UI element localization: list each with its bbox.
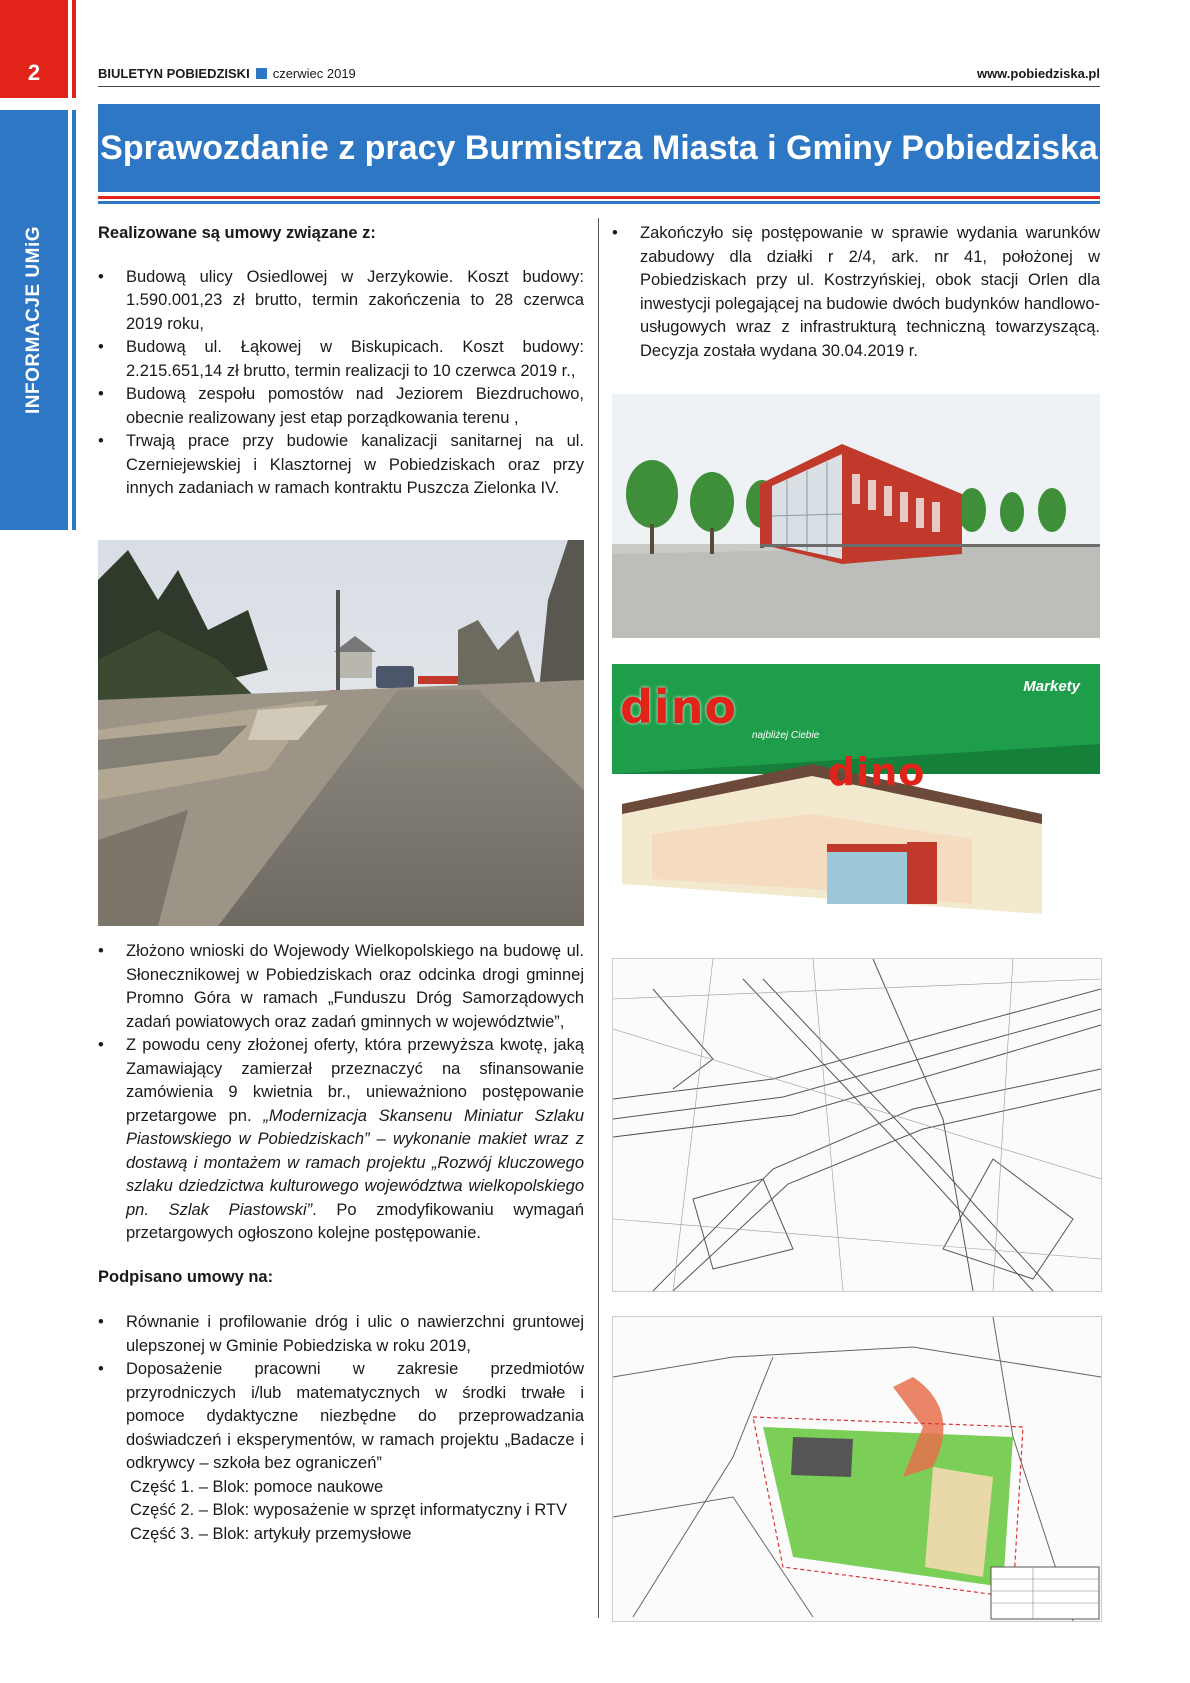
site-plan-drawing	[612, 1316, 1102, 1622]
issue-date: czerwiec 2019	[272, 66, 356, 81]
website-link[interactable]: www.pobiedziska.pl	[976, 66, 1100, 81]
dino-tagline: najbliżej Ciebie	[752, 730, 820, 741]
list-item: • Z powodu ceny złożonej oferty, która przewyższa kwotę, jaką Zamawiający zamierzał przeznaczyć na sfinansowanie zamówienia 9 kwietnia br., unieważniono postępowanie przetargowe pn. „Modernizacja Skansenu Miniatur Szlaku Piastowskiego w Pobiedziskach” – wykonanie makiet wraz z dostawą i montażem w ramach projektu „Rozwój kluczowego szlaku dziedzictwa kulturowego województwa wielkopolskiego pn. Szlak Piastowski”. Po zmodyfikowaniu wymagań przetargowych ogłoszono kolejne postępowanie.	[98, 1034, 584, 1246]
left-column-bottom	[98, 940, 584, 1546]
commercial-building-render	[612, 394, 1100, 638]
list-item: • Budową ulicy Osiedlowej w Jerzykowie. Koszt budowy: 1.590.001,23 zł brutto, termin zakończenia to 28 czerwca 2019 roku,	[98, 266, 584, 337]
accent-line	[72, 110, 76, 530]
dino-market-image	[612, 664, 1100, 930]
header-rule	[98, 86, 1100, 87]
list-item: • Doposażenie pracowni w zakresie przedmiotów przyrodniczych i/lub matematycznych w środki trwałe i pomoce dydaktyczne niezbędne do przeprowadzania doświadczeń i eksperymentów, w ramach projektu „Badacze i odkrywcy – szkoła bez ograniczeń”	[98, 1358, 584, 1476]
title-underline-blue	[98, 201, 1100, 204]
survey-map-plan	[612, 958, 1102, 1292]
list-item: • Złożono wnioski do Wojewody Wielkopolskiego na budowę ul. Słonecznikowej w Pobiedziskach oraz odcinka drogi gminnej Promno Góra w ramach „Funduszu Dróg Samorządowych zadań powiatowych oraz zadań gminnych w województwie”,	[98, 940, 584, 1034]
left-column-top	[98, 222, 584, 501]
column-divider	[598, 218, 599, 1618]
list-item: • Trwają prace przy budowie kanalizacji sanitarnej na ul. Czerniejewskiej i Klasztornej w Pobiedziskach oraz przy innych zadaniach w ramach kontraktu Puszcza Zielonka IV.	[98, 430, 584, 501]
list-item: • Budową ul. Łąkowej w Biskupicach. Koszt budowy: 2.215.651,14 zł brutto, termin realizacji to 10 czerwca 2019 r.,	[98, 336, 584, 383]
part-item: Część 2. – Blok: wyposażenie w sprzęt informatyczny i RTV	[130, 1501, 568, 1519]
markety-label: Markety	[1023, 678, 1080, 695]
section-heading: Podpisano umowy na:	[98, 1267, 274, 1286]
section-heading: Realizowane są umowy związane z:	[98, 224, 376, 242]
road-construction-photo	[98, 540, 584, 926]
page-title: Sprawozdanie z pracy Burmistrza Miasta i Gminy Pobiedziska	[98, 104, 1100, 192]
part-item: Część 1. – Blok: pomoce naukowe	[130, 1477, 384, 1496]
page-number: 2	[27, 60, 41, 85]
title-underline-red	[98, 196, 1100, 199]
square-icon	[256, 68, 267, 79]
list-item: • Zakończyło się postępowanie w sprawie wydania warunków zabudowy dla działki r 2/4, ark. nr 41, położonej w Pobiedziskach przy ul. Kostrzyńskiej, obok stacji Orlen dla inwestycji polegającej na budowie dwóch budynków handlowo-usługowych wraz z infrastrukturą techniczną towarzyszącą. Decyzja została wydana 30.04.2019 r.	[612, 222, 1100, 363]
project-name: „Modernizacja Skansenu Miniatur Szlaku Piastowskiego w Pobiedziskach” – wykonanie makiet wraz z dostawą i montażem w ramach projektu „Rozwój kluczowego szlaku dziedzictwa kulturowego województwa wielkopolskiego pn. Szlak Piastowski”	[126, 1106, 584, 1219]
running-header	[98, 66, 356, 81]
dino-building-logo: dino	[828, 750, 926, 794]
list-item: • Równanie i profilowanie dróg i ulic o nawierzchni gruntowej ulepszonej w Gminie Pobiedziska w roku 2019,	[98, 1311, 584, 1358]
dino-logo: dino	[620, 680, 738, 734]
list-item: • Budową zespołu pomostów nad Jeziorem Biezdruchowo, obecnie realizowany jest etap porządkowania terenu ,	[98, 383, 584, 430]
part-item: Część 3. – Blok: artykuły przemysłowe	[130, 1524, 412, 1543]
accent-line	[72, 0, 76, 98]
publication-name: BIULETYN POBIEDZISKI	[98, 66, 250, 81]
section-label: INFORMACJE UMiG	[23, 226, 44, 414]
right-column-text	[612, 222, 1100, 363]
